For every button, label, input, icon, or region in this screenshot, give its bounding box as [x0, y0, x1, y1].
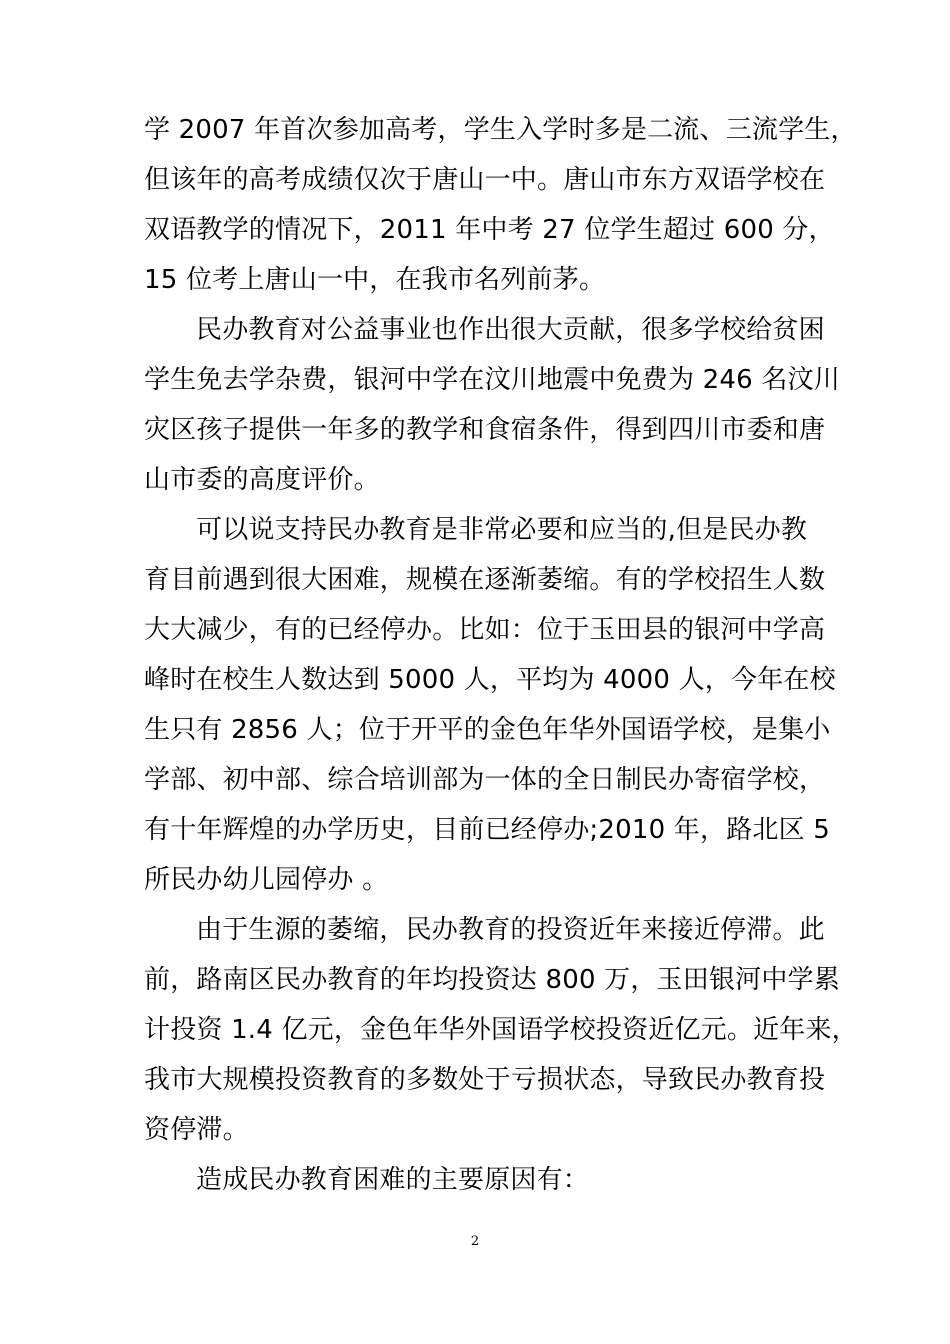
text-line: 育目前遇到很大困难，规模在逐渐萎缩。有的学校招生人数 — [144, 565, 826, 595]
page-number: 2 — [470, 1234, 480, 1249]
text-line: 大大减少，有的已经停办。比如：位于玉田县的银河中学高 — [144, 615, 826, 645]
paragraph-first-line: 民办教育对公益事业也作出很大贡献，很多学校给贫困 — [196, 315, 825, 345]
text-line: 有十年辉煌的办学历史，目前已经停办;2010 年，路北区 5 — [144, 815, 830, 845]
text-line: 我市大规模投资教育的多数处于亏损状态，导致民办教育投 — [144, 1065, 826, 1095]
text-line: 山市委的高度评价。 — [144, 465, 380, 495]
paragraph-first-line: 由于生源的萎缩，民办教育的投资近年来接近停滞。此 — [196, 915, 825, 945]
text-line: 所民办幼儿园停办 。 — [144, 865, 389, 895]
text-line: 15 位考上唐山一中，在我市名列前茅。 — [144, 265, 606, 295]
text-line: 资停滞。 — [144, 1115, 249, 1145]
text-line: 生只有 2856 人；位于开平的金色年华外国语学校，是集小 — [144, 715, 831, 745]
text-line: 学部、初中部、综合培训部为一体的全日制民办寄宿学校， — [144, 765, 826, 795]
text-line: 峰时在校生人数达到 5000 人，平均为 4000 人，今年在校 — [144, 665, 836, 695]
paragraph-first-line: 造成民办教育困难的主要原因有： — [196, 1165, 590, 1195]
text-line: 双语教学的情况下，2011 年中考 27 位学生超过 600 分， — [144, 215, 835, 245]
text-line: 但该年的高考成绩仅次于唐山一中。唐山市东方双语学校在 — [144, 165, 826, 195]
text-line: 计投资 1.4 亿元，金色年华外国语学校投资近亿元。近年来， — [144, 1015, 858, 1045]
text-line: 学 2007 年首次参加高考，学生入学时多是二流、三流学生， — [144, 115, 857, 145]
text-line: 前，路南区民办教育的年均投资达 800 万，玉田银河中学累 — [144, 965, 840, 995]
paragraph-first-line: 可以说支持民办教育是非常必要和应当的,但是民办教 — [196, 515, 808, 545]
text-line: 灾区孩子提供一年多的教学和食宿条件，得到四川市委和唐 — [144, 415, 826, 445]
text-line: 学生免去学杂费，银河中学在汶川地震中免费为 246 名汶川 — [144, 365, 840, 395]
